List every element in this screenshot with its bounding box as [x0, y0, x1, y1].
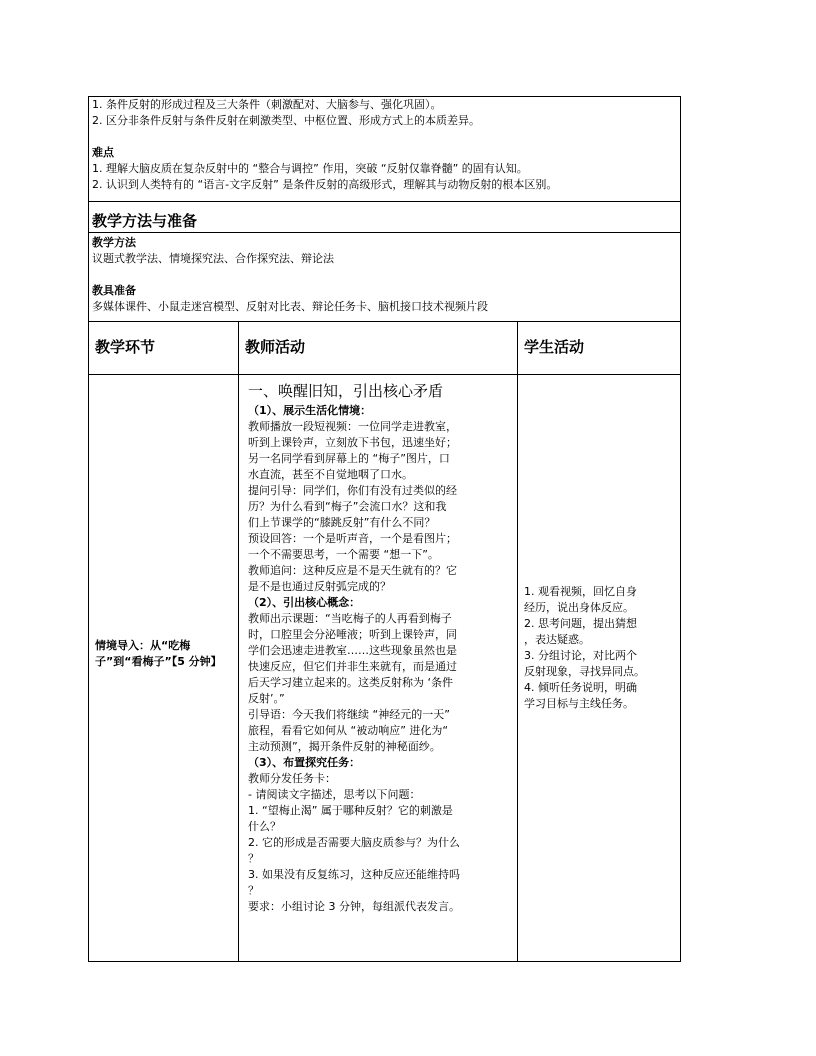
student-line: 1. 观看视频，回忆自身: [524, 585, 637, 598]
key-points-row: [89, 97, 681, 202]
teacher-activity-title: 一、唤醒旧知，引出核心矛盾: [248, 382, 444, 400]
teacher-line: 时，口腔里会分泌唾液；听到上课铃声，同: [248, 628, 457, 641]
teacher-line: 教师分发任务卡：: [248, 772, 336, 785]
teacher-line: 学们会迅速走进教室……这些现象虽然也是: [248, 644, 457, 657]
tools-heading: 教具准备: [92, 284, 136, 297]
student-line: 3. 分组讨论，对比两个: [524, 649, 637, 662]
lesson-plan-table: [88, 96, 681, 962]
objective-item-1: 1. 条件反射的形成过程及三大条件（刺激配对、大脑参与、强化巩固）。: [92, 98, 442, 111]
section-title: 教学方法与准备: [92, 212, 198, 230]
teacher-line: 另一名同学看到屏幕上的 “梅子”图片，口: [248, 452, 450, 465]
teacher-line: 1. “望梅止渴” 属于哪种反射？它的刺激是: [248, 804, 453, 817]
methods-heading: 教学方法: [92, 236, 136, 249]
student-line: 2. 思考问题，提出猜想: [524, 617, 637, 630]
teacher-line: 要求：小组讨论 3 分钟，每组派代表发言。: [248, 900, 460, 913]
teacher-line: 主动预测”，揭开条件反射的神秘面纱。: [248, 740, 441, 753]
teacher-line: 后天学习建立起来的。这类反射称为 ‘条件: [248, 676, 453, 689]
teacher-line: 什么？: [248, 820, 281, 833]
teacher-activity-cell: [239, 375, 518, 962]
key-points-cell: [89, 97, 681, 202]
teacher-line: （1）、展示生活化情境：: [248, 404, 372, 417]
teacher-line: 一个不需要思考，一个需要 “想一下”。: [248, 548, 439, 561]
teacher-line: （2）、引出核心概念：: [248, 596, 361, 609]
teacher-line: 教师出示课题：“当吃梅子的人再看到梅子: [248, 612, 452, 625]
teacher-line: - 请阅读文字描述，思考以下问题：: [248, 788, 421, 801]
student-line: 反射现象，寻找异同点。: [524, 665, 645, 678]
header-stage: 教学环节: [95, 338, 156, 356]
teacher-line: 历？为什么看到“梅子”会流口水？这和我: [248, 500, 447, 513]
student-line: 经历，说出身体反应。: [524, 601, 634, 614]
teacher-line: 引导语：今天我们将继续 “神经元的一天”: [248, 708, 450, 721]
stage-label: 情境导入：从“吃梅子”到“看梅子”【5 分钟】: [95, 639, 222, 668]
teacher-line: ？: [248, 884, 259, 897]
header-student-cell: [518, 322, 681, 375]
header-stage-cell: [89, 322, 239, 375]
methods-row: [89, 233, 681, 322]
methods-title-cell: [89, 202, 681, 233]
student-line: 学习目标与主线任务。: [524, 697, 634, 710]
teacher-line: 听到上课铃声，立刻放下书包，迅速坐好；: [248, 436, 457, 449]
teacher-line: 旅程，看看它如何从 “被动响应” 进化为“: [248, 724, 449, 737]
methods-title-row: [89, 202, 681, 233]
methods-text: 议题式教学法、情境探究法、合作探究法、辩论法: [92, 252, 334, 265]
header-teacher: 教师活动: [245, 338, 306, 356]
teacher-line: 3. 如果没有反复练习，这种反应还能维持吗: [248, 868, 460, 881]
objective-item-2: 2. 区分非条件反射与条件反射在刺激类型、中枢位置、形成方式上的本质差异。: [92, 114, 480, 127]
teacher-line: 是不是也通过反射弧完成的？: [248, 580, 391, 593]
teacher-line: 快速反应，但它们并非生来就有，而是通过: [248, 660, 457, 673]
tools-text: 多媒体课件、小鼠走迷宫模型、反射对比表、辩论任务卡、脑机接口技术视频片段: [92, 300, 488, 313]
methods-cell: [89, 233, 681, 322]
teacher-line: 水直流，甚至不自觉地咽了口水。: [248, 468, 413, 481]
header-teacher-cell: [239, 322, 518, 375]
difficulties-heading: 难点: [92, 146, 114, 159]
teacher-line: 教师播放一段短视频：一位同学走进教室，: [248, 420, 457, 433]
teacher-line: 提问引导：同学们，你们有没有过类似的经: [248, 484, 457, 497]
student-activity-cell: [518, 375, 681, 962]
table-row: [89, 375, 681, 962]
difficulty-item-1: 1. 理解大脑皮质在复杂反射中的 “整合与调控” 作用，突破 “反射仅靠脊髓” 的固有认知。: [92, 162, 528, 175]
student-activity-text: [521, 584, 677, 712]
student-line: ，表达疑惑。: [524, 633, 590, 646]
difficulty-item-2: 2. 认识到人类特有的 “语言-文字反射” 是条件反射的高级形式，理解其与动物反射的根本区别。: [92, 178, 558, 191]
teacher-activity-text: [242, 403, 514, 915]
teacher-line: 反射’。”: [248, 692, 285, 705]
teacher-line: 教师追问：这种反应是不是天生就有的？它: [248, 564, 457, 577]
header-student: 学生活动: [524, 338, 585, 356]
teacher-line: （3）、布置探究任务：: [248, 756, 361, 769]
table-header-row: [89, 322, 681, 375]
teacher-line: ？: [248, 852, 259, 865]
teacher-line: 们上节课学的“膝跳反射”有什么不同？: [248, 516, 436, 529]
stage-cell: [89, 375, 239, 962]
teacher-line: 2. 它的形成是否需要大脑皮质参与？为什么: [248, 836, 460, 849]
student-line: 4. 倾听任务说明，明确: [524, 681, 637, 694]
teacher-line: 预设回答：一个是听声音，一个是看图片；: [248, 532, 457, 545]
